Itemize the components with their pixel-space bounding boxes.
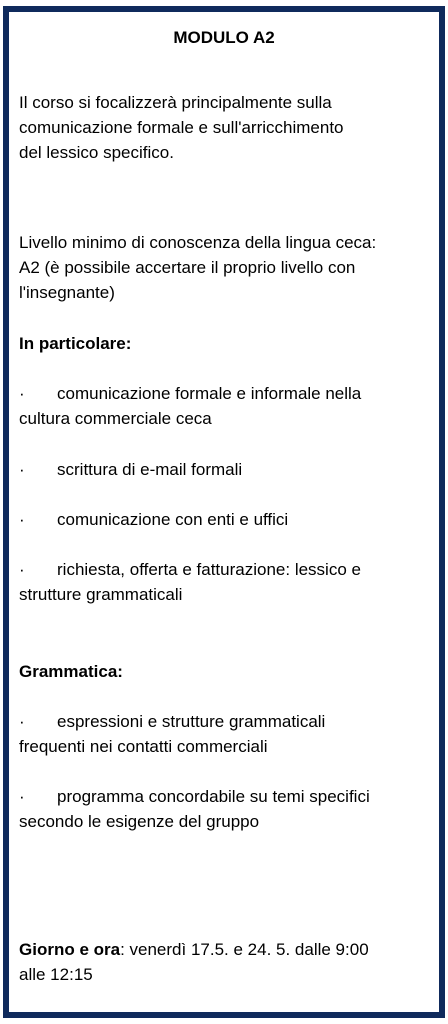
- particolare-heading: In particolare:: [19, 334, 132, 353]
- level-line: l'insegnante): [19, 283, 115, 302]
- bullet: ·: [19, 510, 25, 529]
- bullet: ·: [19, 460, 25, 479]
- intro-line: del lessico specifico.: [19, 143, 174, 162]
- grammatica-heading: Grammatica:: [19, 662, 123, 681]
- list-item: · espressioni e strutture grammaticali frequenti nei contatti commerciali: [19, 709, 424, 759]
- level-paragraph: [19, 230, 424, 305]
- schedule-paragraph: Giorno e ora: venerdì 17.5. e 24. 5. dalle 9:00 alle 12:15: [19, 940, 369, 984]
- intro-line: comunicazione formale e sull'arricchimento: [19, 118, 344, 137]
- list-item: · scrittura di e-mail formali: [19, 457, 424, 482]
- bullet: ·: [19, 787, 25, 806]
- intro-paragraph: [19, 90, 424, 165]
- intro-line: Il corso si focalizzerà principalmente sulla: [19, 93, 332, 112]
- module-title: MODULO A2: [173, 28, 275, 47]
- bullet: ·: [19, 384, 25, 403]
- list-item: · programma concordabile su temi specifici secondo le esigenze del gruppo: [19, 784, 424, 834]
- list-item: · comunicazione formale e informale nella cultura commerciale ceca: [19, 381, 424, 431]
- bullet: ·: [19, 560, 25, 579]
- level-line: A2 (è possibile accertare il proprio livello con: [19, 258, 356, 277]
- list-item: · comunicazione con enti e uffici: [19, 507, 424, 532]
- document-frame: [3, 6, 445, 1018]
- schedule-label: Giorno e ora: [19, 940, 121, 959]
- level-line: Livello minimo di conoscenza della lingua ceca:: [19, 233, 377, 252]
- list-item: · richiesta, offerta e fatturazione: lessico e strutture grammaticali: [19, 557, 424, 607]
- bullet: ·: [19, 712, 25, 731]
